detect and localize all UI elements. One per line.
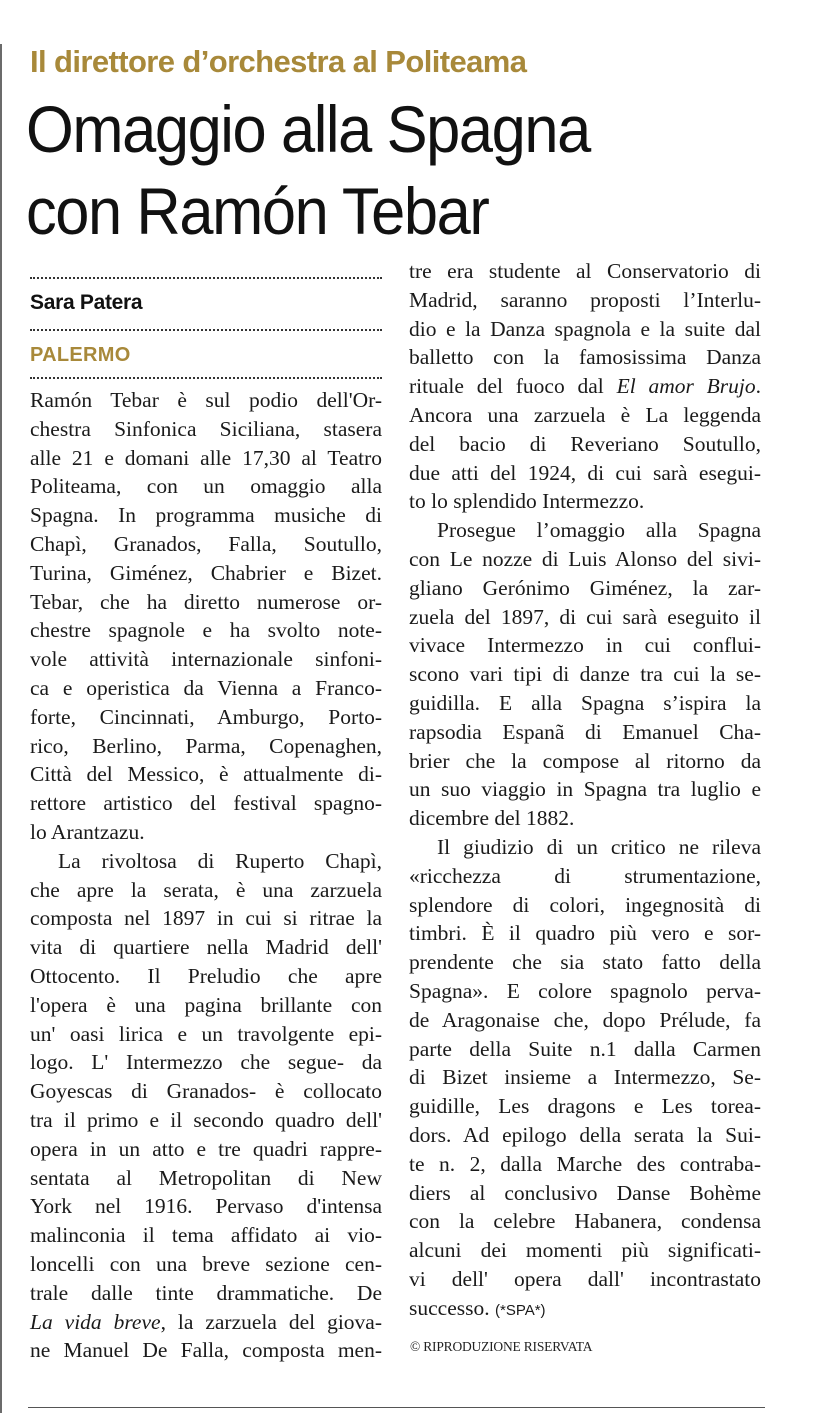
article-column-2 (409, 257, 761, 1322)
text-line: Ottocento. Il Preludio che apre (30, 963, 382, 988)
headline-line-2: con Ramón Tebar (26, 174, 489, 248)
dotted-divider (30, 329, 382, 331)
text-line: trale dalle tinte drammatiche. De (30, 1280, 382, 1305)
text-line: opera in un atto e tre quadri rappre- (30, 1136, 382, 1161)
text-line: un' oasi lirica e un travolgente epi- (30, 1021, 382, 1046)
text-line: l'opera è una pagina brillante con (30, 992, 382, 1017)
text-line: chestre spagnole e ha svolto note- (30, 618, 382, 643)
text-line: parte della Suite n.1 dalla Carmen (409, 1036, 761, 1061)
text-line: rituale del fuoco dal El amor Brujo. (409, 374, 761, 399)
text-line: Il giudizio di un critico ne rileva (437, 834, 761, 859)
text-line: dio e la Danza spagnola e la suite dal (409, 316, 761, 341)
text-line: lo Arantzazu. (30, 819, 145, 844)
text-line: te n. 2, dalla Marche des contraba- (409, 1151, 761, 1176)
author-signature: (*SPA*) (494, 1301, 546, 1319)
text-line: malinconia il tema affidato ai vio- (30, 1223, 382, 1248)
text-line: guidilla. E alla Spagna s’ispira la (409, 690, 761, 715)
text-line: tre era studente al Conservatorio di (409, 259, 761, 283)
text-line: chestra Sinfonica Siciliana, stasera (30, 416, 382, 441)
text-line: Tebar, che ha diretto numerose or- (30, 589, 382, 614)
article-column-1 (30, 386, 382, 1365)
text-line: forte, Cincinnati, Amburgo, Porto- (30, 704, 382, 729)
text-line: rico, Berlino, Parma, Copenaghen, (30, 733, 382, 758)
text-line: Chapì, Granados, Falla, Soutullo, (30, 531, 382, 556)
text-line: Spagna. In programma musiche di (30, 503, 382, 528)
text-line: La rivoltosa di Ruperto Chapì, (58, 848, 382, 873)
text-line: tra il primo e il secondo quadro dell' (30, 1107, 382, 1132)
text-line: ne Manuel De Falla, composta men- (30, 1338, 382, 1363)
text-line: alcuni dei momenti più significati- (409, 1238, 761, 1263)
dateline-location: PALERMO (30, 344, 131, 366)
text-line: due atti del 1924, di cui sarà esegui- (409, 460, 761, 485)
dotted-divider (30, 277, 382, 279)
text-line: brier che la compose al ritorno da (409, 748, 761, 773)
text-line: Goyescas di Granados- è collocato (30, 1079, 382, 1104)
text-line: Spagna». E colore spagnolo perva- (409, 978, 761, 1003)
italic-title: La vida breve (30, 1309, 161, 1334)
text-line: guidille, Les dragons e Les torea- (409, 1094, 761, 1119)
text-line: alle 21 e domani alle 17,30 al Teatro (30, 445, 382, 470)
text-line: Ancora una zarzuela è La leggenda (409, 402, 761, 427)
text-line: Ramón Tebar è sul podio dell'Or- (30, 388, 382, 412)
headline-line-1: Omaggio alla Spagna (26, 92, 590, 166)
text-line: Turina, Giménez, Chabrier e Bizet. (30, 560, 382, 585)
text-line: to lo splendido Intermezzo. (409, 489, 645, 514)
text-line: loncelli con una breve sezione cen- (30, 1251, 382, 1276)
article-kicker: Il direttore d’orchestra al Politeama (30, 44, 527, 79)
text-line: Prosegue l’omaggio alla Spagna (437, 518, 761, 543)
text-line: sentata al Metropolitan di New (30, 1165, 382, 1190)
text-line: prendente che sia stato fatto della (409, 950, 761, 975)
text-line: «ricchezza di strumentazione, (409, 863, 761, 888)
text-line: dors. Ad epilogo della serata la Sui- (409, 1122, 761, 1147)
text-line: Politeama, con un omaggio alla (30, 474, 382, 499)
text-line: con Le nozze di Luis Alonso del sivi- (409, 546, 761, 571)
text-line: successo. (*SPA*) (409, 1295, 546, 1320)
text-line: de Aragonaise che, dopo Prélude, fa (409, 1007, 761, 1032)
text-line: diers al conclusivo Danse Bohème (409, 1180, 761, 1205)
text-line: vole attività internazionale sinfoni- (30, 647, 382, 672)
text-line: zuela del 1897, di cui sarà eseguito il (409, 604, 761, 629)
text-line: Madrid, saranno proposti l’Interlu- (409, 287, 761, 312)
page-left-border (0, 44, 2, 1413)
text-line: gliano Gerónimo Giménez, la zar- (409, 575, 761, 600)
text-line: timbri. È il quadro più vero e sor- (409, 921, 761, 946)
text-line: un suo viaggio in Spagna tra luglio e (409, 777, 761, 802)
bottom-rule (28, 1407, 765, 1408)
text-line: dicembre del 1882. (409, 806, 575, 831)
italic-title: El amor Brujo (616, 374, 756, 399)
author-byline: Sara Patera (30, 291, 143, 314)
text-line: di Bizet insieme a Intermezzo, Se- (409, 1065, 761, 1090)
text-line: York nel 1916. Pervaso d'intensa (30, 1194, 382, 1219)
text-line: Città del Messico, è attualmente di- (30, 762, 382, 787)
text-line: rapsodia Espanã di Emanuel Cha- (409, 719, 761, 744)
copyright-notice: © RIPRODUZIONE RISERVATA (410, 1339, 593, 1354)
text-line: composta nel 1897 in cui si ritrae la (30, 906, 382, 931)
text-line: che apre la serata, è una zarzuela (30, 877, 382, 902)
dotted-divider (30, 377, 382, 379)
text-line: vi dell' opera dall' incontrastato (409, 1266, 761, 1291)
text-line: La vida breve, la zarzuela del giova- (30, 1309, 383, 1334)
text-line: logo. L' Intermezzo che segue- da (30, 1050, 382, 1075)
text-line: balletto con la famosissima Danza (409, 345, 761, 370)
text-line: vivace Intermezzo in cui conflui- (409, 633, 761, 658)
text-line: ca e operistica da Vienna a Franco- (30, 675, 382, 700)
text-line: scono vari tipi di danze tra cui la se- (409, 662, 761, 687)
text-line: splendore di colori, ingegnosità di (409, 892, 761, 917)
text-line: del bacio di Reveriano Soutullo, (409, 431, 761, 456)
text-line: rettore artistico del festival spagno- (30, 791, 382, 816)
text-line: vita di quartiere nella Madrid dell' (30, 935, 382, 960)
article-headline (26, 88, 761, 252)
text-line: con la celebre Habanera, condensa (409, 1209, 761, 1234)
